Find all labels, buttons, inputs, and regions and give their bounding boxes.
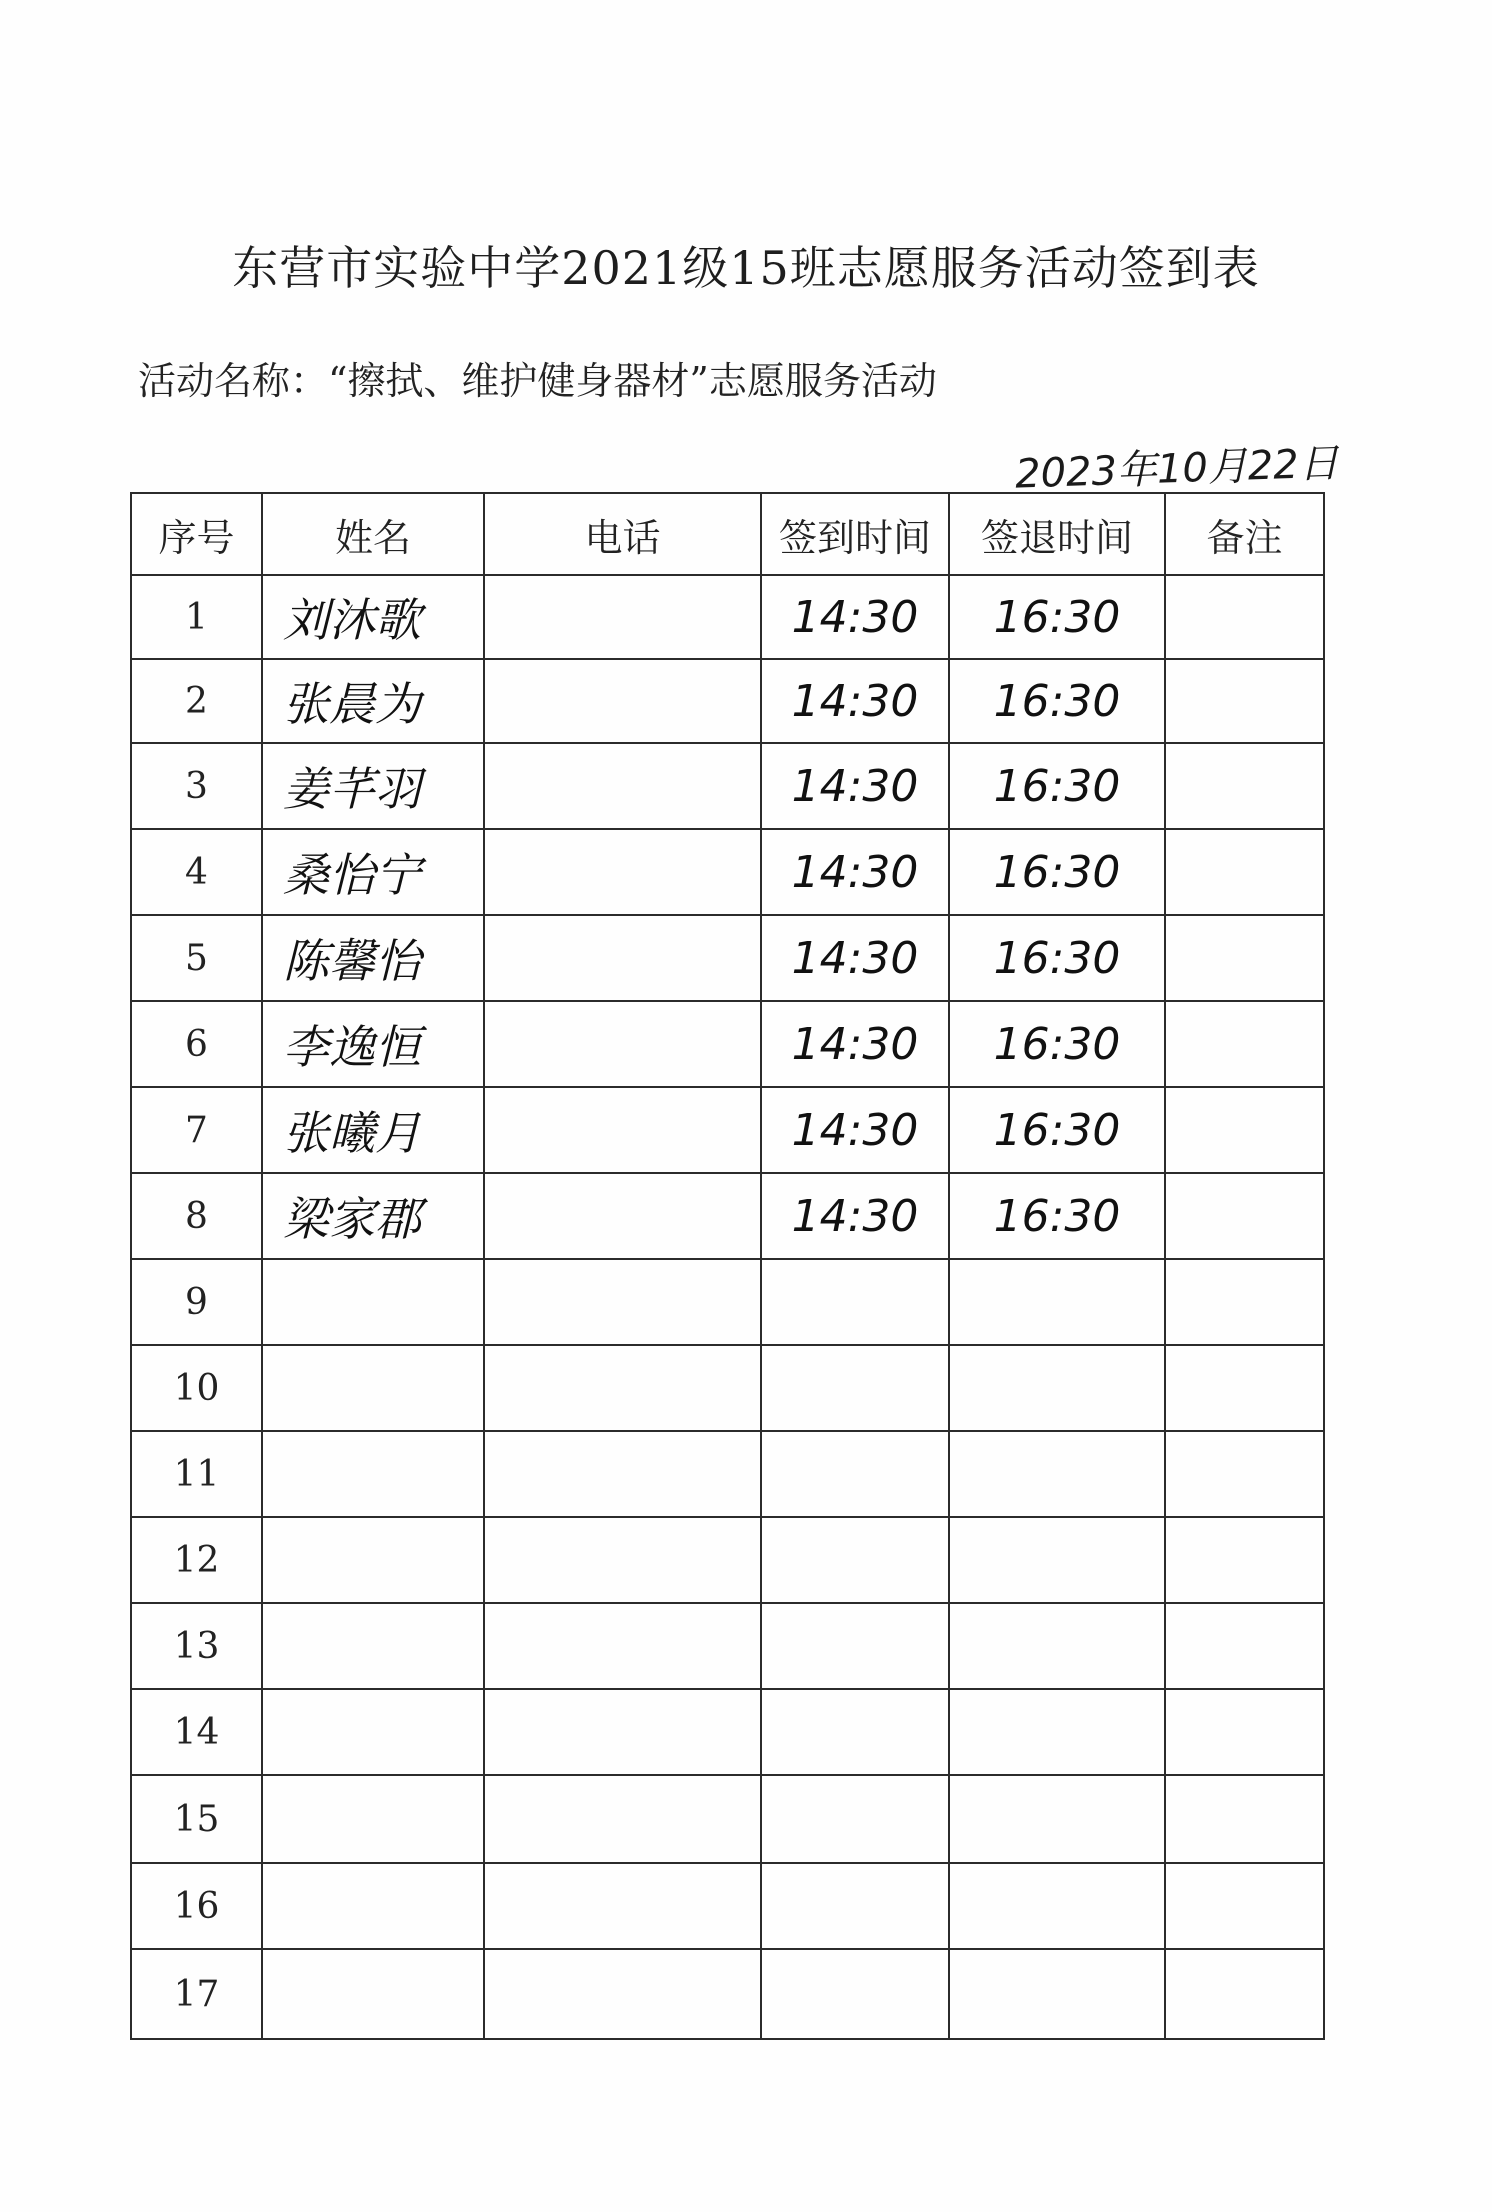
note-cell xyxy=(1165,1173,1324,1259)
signature-name: 张晨为 xyxy=(262,659,484,743)
sign-out-time: 16:30 xyxy=(949,659,1165,743)
table-row xyxy=(131,915,1324,1001)
row-index: 13 xyxy=(131,1603,262,1689)
signature-name: 桑怡宁 xyxy=(262,829,484,915)
header-index: 序号 xyxy=(131,493,262,575)
note-cell xyxy=(1165,1603,1324,1689)
row-index: 17 xyxy=(131,1949,262,2039)
row-index: 16 xyxy=(131,1863,262,1949)
row-index: 4 xyxy=(131,829,262,915)
note-cell xyxy=(1165,1949,1324,2039)
sign-in-time: 14:30 xyxy=(761,1001,949,1087)
signature-name xyxy=(262,1259,484,1345)
sign-in-time: 14:30 xyxy=(761,1173,949,1259)
sign-out-time xyxy=(949,1259,1165,1345)
signature-name xyxy=(262,1603,484,1689)
phone-cell xyxy=(484,915,761,1001)
signature-name xyxy=(262,1517,484,1603)
sign-in-time: 14:30 xyxy=(761,1087,949,1173)
row-index: 11 xyxy=(131,1431,262,1517)
signature-name: 刘沐歌 xyxy=(262,575,484,659)
table-row xyxy=(131,1259,1324,1345)
sign-in-time xyxy=(761,1775,949,1863)
phone-cell xyxy=(484,1259,761,1345)
note-cell xyxy=(1165,1775,1324,1863)
header-sign-in-time: 签到时间 xyxy=(761,493,949,575)
phone-cell xyxy=(484,1001,761,1087)
sign-out-time: 16:30 xyxy=(949,575,1165,659)
sign-in-time xyxy=(761,1345,949,1431)
table-row xyxy=(131,1517,1324,1603)
activity-name-line: 活动名称：“擦拭、维护健身器材”志愿服务活动 xyxy=(138,359,937,403)
table-row xyxy=(131,829,1324,915)
table-row xyxy=(131,1775,1324,1863)
phone-cell xyxy=(484,743,761,829)
phone-cell xyxy=(484,1603,761,1689)
phone-cell xyxy=(484,1949,761,2039)
sign-out-time xyxy=(949,1863,1165,1949)
phone-cell xyxy=(484,1345,761,1431)
row-index: 14 xyxy=(131,1689,262,1775)
header-phone: 电话 xyxy=(484,493,761,575)
note-cell xyxy=(1165,1431,1324,1517)
table-row xyxy=(131,1173,1324,1259)
row-index: 1 xyxy=(131,575,262,659)
signature-name: 梁家郡 xyxy=(262,1173,484,1259)
sign-out-time xyxy=(949,1345,1165,1431)
signature-name: 陈馨怡 xyxy=(262,915,484,1001)
note-cell xyxy=(1165,1517,1324,1603)
sign-in-time xyxy=(761,1689,949,1775)
sign-out-time xyxy=(949,1949,1165,2039)
phone-cell xyxy=(484,1863,761,1949)
phone-cell xyxy=(484,1689,761,1775)
table-row xyxy=(131,1431,1324,1517)
signature-name: 李逸恒 xyxy=(262,1001,484,1087)
note-cell xyxy=(1165,1087,1324,1173)
table-row xyxy=(131,1001,1324,1087)
row-index: 9 xyxy=(131,1259,262,1345)
phone-cell xyxy=(484,829,761,915)
row-index: 5 xyxy=(131,915,262,1001)
table-row xyxy=(131,1689,1324,1775)
note-cell xyxy=(1165,659,1324,743)
phone-cell xyxy=(484,1173,761,1259)
sign-in-time xyxy=(761,1259,949,1345)
page-title: 东营市实验中学2021级15班志愿服务活动签到表 xyxy=(232,241,1260,295)
signature-name: 张曦月 xyxy=(262,1087,484,1173)
row-index: 7 xyxy=(131,1087,262,1173)
signature-name xyxy=(262,1949,484,2039)
sign-in-time: 14:30 xyxy=(761,915,949,1001)
handwritten-date: 2023年10月22日 xyxy=(1014,440,1340,498)
phone-cell xyxy=(484,659,761,743)
phone-cell xyxy=(484,1087,761,1173)
phone-cell xyxy=(484,1517,761,1603)
signature-name: 姜芊羽 xyxy=(262,743,484,829)
note-cell xyxy=(1165,575,1324,659)
table-row xyxy=(131,1949,1324,2039)
sign-out-time: 16:30 xyxy=(949,915,1165,1001)
sign-out-time: 16:30 xyxy=(949,1087,1165,1173)
row-index: 6 xyxy=(131,1001,262,1087)
signature-name xyxy=(262,1863,484,1949)
phone-cell xyxy=(484,575,761,659)
sign-in-time xyxy=(761,1863,949,1949)
sign-in-time xyxy=(761,1603,949,1689)
row-index: 12 xyxy=(131,1517,262,1603)
note-cell xyxy=(1165,1345,1324,1431)
row-index: 2 xyxy=(131,659,262,743)
row-index: 10 xyxy=(131,1345,262,1431)
note-cell xyxy=(1165,1259,1324,1345)
sign-in-time: 14:30 xyxy=(761,575,949,659)
table-row xyxy=(131,1603,1324,1689)
note-cell xyxy=(1165,743,1324,829)
note-cell xyxy=(1165,1863,1324,1949)
phone-cell xyxy=(484,1775,761,1863)
table-row xyxy=(131,575,1324,659)
signature-name xyxy=(262,1431,484,1517)
table-row xyxy=(131,743,1324,829)
sign-in-time xyxy=(761,1431,949,1517)
note-cell xyxy=(1165,915,1324,1001)
table-row xyxy=(131,1863,1324,1949)
sign-out-time xyxy=(949,1775,1165,1863)
signature-name xyxy=(262,1689,484,1775)
sign-in-time: 14:30 xyxy=(761,743,949,829)
row-index: 8 xyxy=(131,1173,262,1259)
note-cell xyxy=(1165,1689,1324,1775)
sign-out-time: 16:30 xyxy=(949,829,1165,915)
sign-out-time: 16:30 xyxy=(949,1173,1165,1259)
note-cell xyxy=(1165,1001,1324,1087)
phone-cell xyxy=(484,1431,761,1517)
table-row xyxy=(131,1345,1324,1431)
sign-in-time xyxy=(761,1949,949,2039)
table-header-row xyxy=(131,493,1324,575)
table-row xyxy=(131,659,1324,743)
sign-out-time xyxy=(949,1689,1165,1775)
sign-in-time xyxy=(761,1517,949,1603)
sign-out-time: 16:30 xyxy=(949,1001,1165,1087)
sign-out-time xyxy=(949,1517,1165,1603)
row-index: 3 xyxy=(131,743,262,829)
sign-out-time xyxy=(949,1603,1165,1689)
table-row xyxy=(131,1087,1324,1173)
row-index: 15 xyxy=(131,1775,262,1863)
table-body xyxy=(131,575,1324,2039)
sign-in-time: 14:30 xyxy=(761,829,949,915)
signature-name xyxy=(262,1345,484,1431)
sign-out-time xyxy=(949,1431,1165,1517)
header-name: 姓名 xyxy=(262,493,484,575)
header-sign-out-time: 签退时间 xyxy=(949,493,1165,575)
header-note: 备注 xyxy=(1165,493,1324,575)
note-cell xyxy=(1165,829,1324,915)
sign-in-time: 14:30 xyxy=(761,659,949,743)
signature-name xyxy=(262,1775,484,1863)
sign-out-time: 16:30 xyxy=(949,743,1165,829)
sign-in-table xyxy=(130,492,1325,2040)
